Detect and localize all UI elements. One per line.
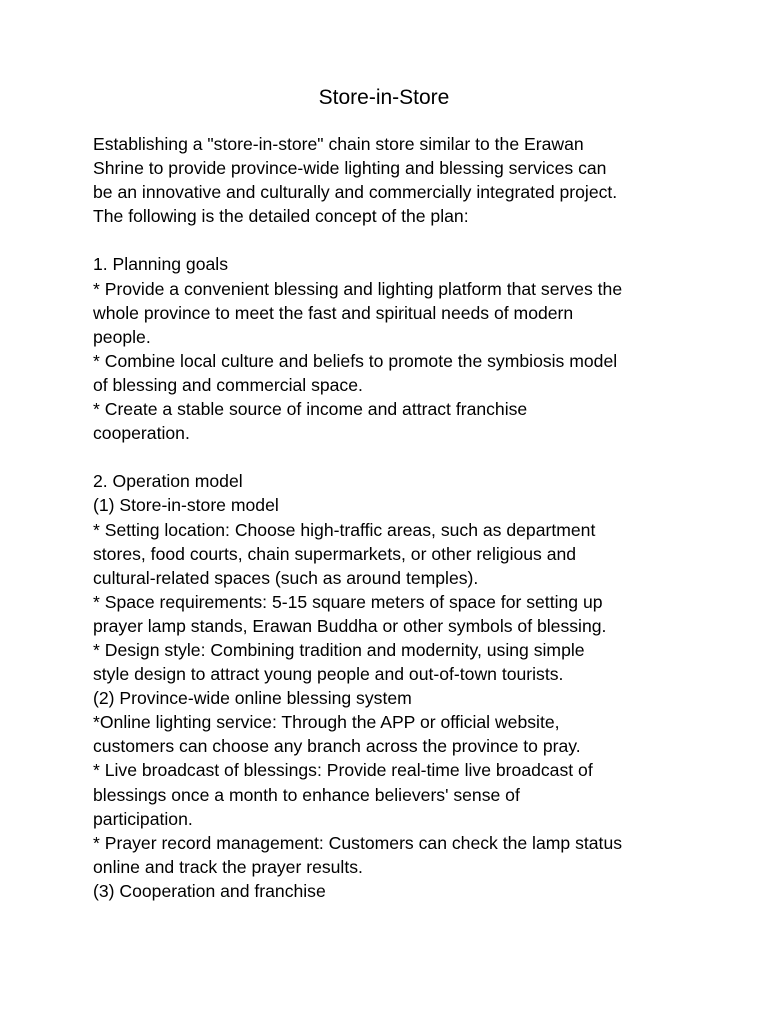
text-line: * Create a stable source of income and attract franchise — [93, 399, 528, 420]
text-line: * Prayer record management: Customers can check the lamp status — [93, 832, 623, 853]
text-line: (3) Cooperation and franchise — [93, 880, 326, 901]
text-line: blessings once a month to enhance believers' sense of — [93, 784, 520, 805]
text-line: of blessing and commercial space. — [93, 374, 363, 395]
text-line: Shrine to provide province-wide lighting and blessing services can — [93, 158, 607, 179]
text-line: cooperation. — [93, 423, 190, 444]
text-line: The following is the detailed concept of the plan: — [93, 206, 469, 227]
text-line: be an innovative and culturally and commercially integrated project. — [93, 182, 618, 203]
text-line: * Setting location: Choose high-traffic areas, such as department — [93, 519, 596, 540]
text-line: 1. Planning goals — [93, 254, 228, 275]
text-line: (2) Province-wide online blessing system — [93, 688, 412, 709]
paragraph-spacer — [93, 445, 693, 469]
text-line: participation. — [93, 808, 193, 829]
text-line: * Provide a convenient blessing and lighting platform that serves the — [93, 278, 623, 299]
text-line: Establishing a "store-in-store" chain store similar to the Erawan — [93, 134, 584, 154]
document-body — [93, 132, 693, 903]
text-line: * Live broadcast of blessings: Provide real-time live broadcast of — [93, 760, 593, 781]
text-line: style design to attract young people and out-of-town tourists. — [93, 664, 564, 685]
text-line: * Space requirements: 5-15 square meters of space for setting up — [93, 591, 603, 612]
paragraph-spacer — [93, 228, 693, 252]
page-title: Store-in-Store — [318, 86, 450, 109]
text-line: prayer lamp stands, Erawan Buddha or other symbols of blessing. — [93, 615, 607, 636]
text-line: * Design style: Combining tradition and modernity, using simple — [93, 639, 585, 660]
text-line: * Combine local culture and beliefs to promote the symbiosis model — [93, 350, 618, 371]
text-line: (1) Store-in-store model — [93, 495, 279, 516]
text-line: people. — [93, 326, 151, 347]
text-line: *Online lighting service: Through the APP or official website, — [93, 712, 560, 733]
text-line: cultural-related spaces (such as around temples). — [93, 567, 479, 588]
text-line: customers can choose any branch across the province to pray. — [93, 736, 581, 757]
text-line: whole province to meet the fast and spiritual needs of modern — [93, 302, 574, 323]
text-line: stores, food courts, chain supermarkets, or other religious and — [93, 543, 577, 564]
text-line: online and track the prayer results. — [93, 856, 363, 877]
text-line: 2. Operation model — [93, 471, 243, 492]
